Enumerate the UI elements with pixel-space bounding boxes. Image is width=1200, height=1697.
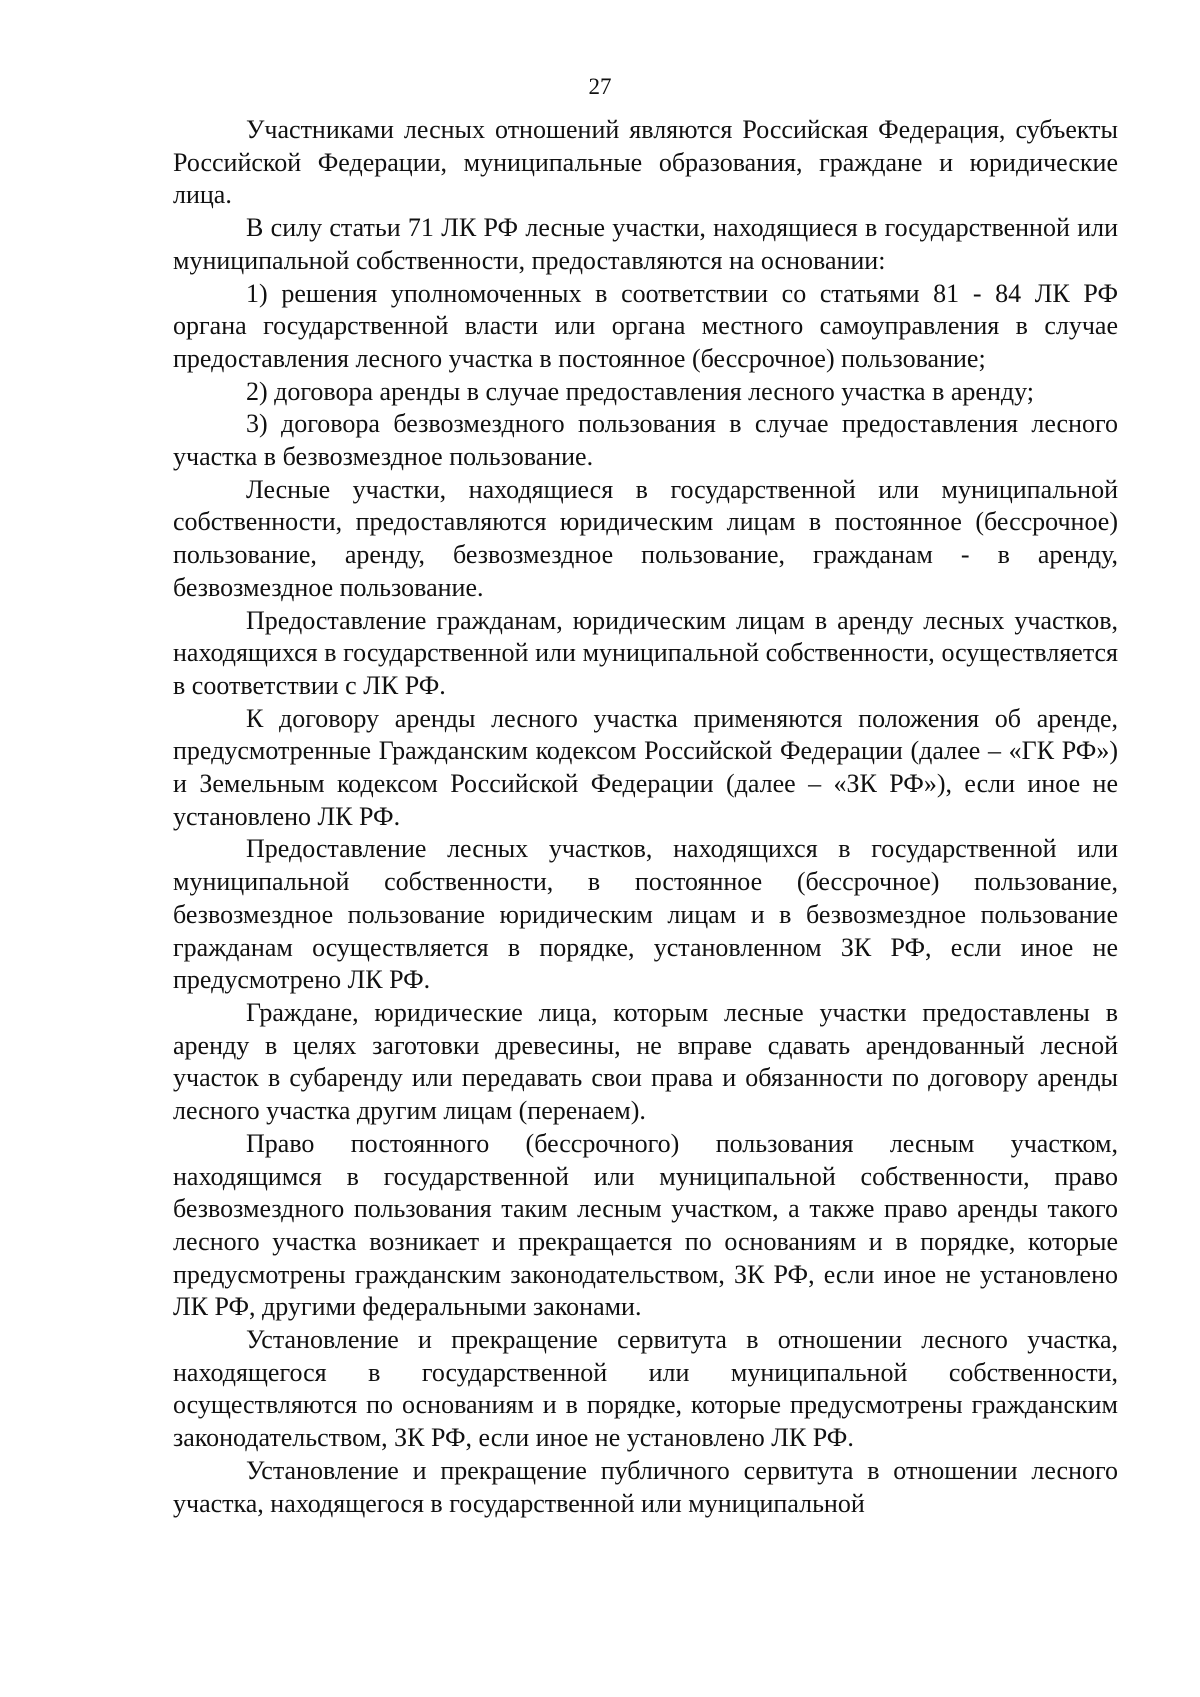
paragraph: В силу статьи 71 ЛК РФ лесные участки, находящиеся в государственной или муниципальной собственности, предоставляются на основании:	[173, 213, 1118, 275]
paragraph: Лесные участки, находящиеся в государственной или муниципальной собственности, предоставляются юридическим лицам в постоянное (бессрочное) пользование, аренду, безвозмездное пользование, гражданам - в аренду, безвозмездное пользование.	[173, 474, 1118, 602]
list-item: 3) договора безвозмездного пользования в случае предоставления лесного участка в безвозмездное пользование.	[173, 409, 1118, 472]
paragraph: Граждане, юридические лица, которым лесные участки предоставлены в аренду в целях заготовки древесины, не вправе сдавать арендованный лесной участок в субаренду или передавать свои права и обязанности по договору аренды лесного участка другим лицам (перенаем).	[173, 997, 1118, 1126]
list-item: 1) решения уполномоченных в соответствии со статьями 81 - 84 ЛК РФ органа государственной власти или органа местного самоуправления в случае предоставления лесного участка в постоянное (бессрочное) пользование;	[173, 278, 1118, 373]
paragraph: Установление и прекращение сервитута в отношении лесного участка, находящегося в государственной или муниципальной собственности, осуществляются по основаниям и в порядке, которые предусмотрены гражданским законодательством, ЗК РФ, если иное не установлено ЛК РФ.	[173, 1325, 1118, 1453]
list-item: 2) договора аренды в случае предоставления лесного участка в аренду;	[246, 376, 1034, 406]
body-text	[173, 114, 1118, 1520]
paragraph: Предоставление гражданам, юридическим лицам в аренду лесных участков, находящихся в государственной или муниципальной собственности, осуществляется в соответствии с ЛК РФ.	[173, 605, 1118, 700]
paragraph: К договору аренды лесного участка применяются положения об аренде, предусмотренные Гражданским кодексом Российской Федерации (далее – «ГК РФ») и Земельным кодексом Российской Федерации (далее – «ЗК РФ»), если иное не установлено ЛК РФ.	[173, 703, 1118, 831]
paragraph: Предоставление лесных участков, находящихся в государственной или муниципальной собственности, в постоянное (бессрочное) пользование, безвозмездное пользование юридическим лицам и в безвозмездное пользование гражданам осуществляется в порядке, установленном ЗК РФ, если иное не предусмотрено ЛК РФ.	[173, 834, 1118, 995]
page-number: 27	[588, 74, 612, 99]
paragraph: Право постоянного (бессрочного) пользования лесным участком, находящимся в государственной или муниципальной собственности, право безвозмездного пользования таким лесным участком, а также право аренды такого лесного участка возникает и прекращается по основаниям и в порядке, которые предусмотрены гражданским законодательством, ЗК РФ, если иное не установлено ЛК РФ, другими федеральными законами.	[173, 1128, 1118, 1322]
paragraph: Участниками лесных отношений являются Российская Федерация, субъекты Российской Федерации, муниципальные образования, граждане и юридические лица.	[173, 115, 1118, 210]
paragraph: Установление и прекращение публичного сервитута в отношении лесного участка, находящегося в государственной или муниципальной	[173, 1455, 1118, 1518]
